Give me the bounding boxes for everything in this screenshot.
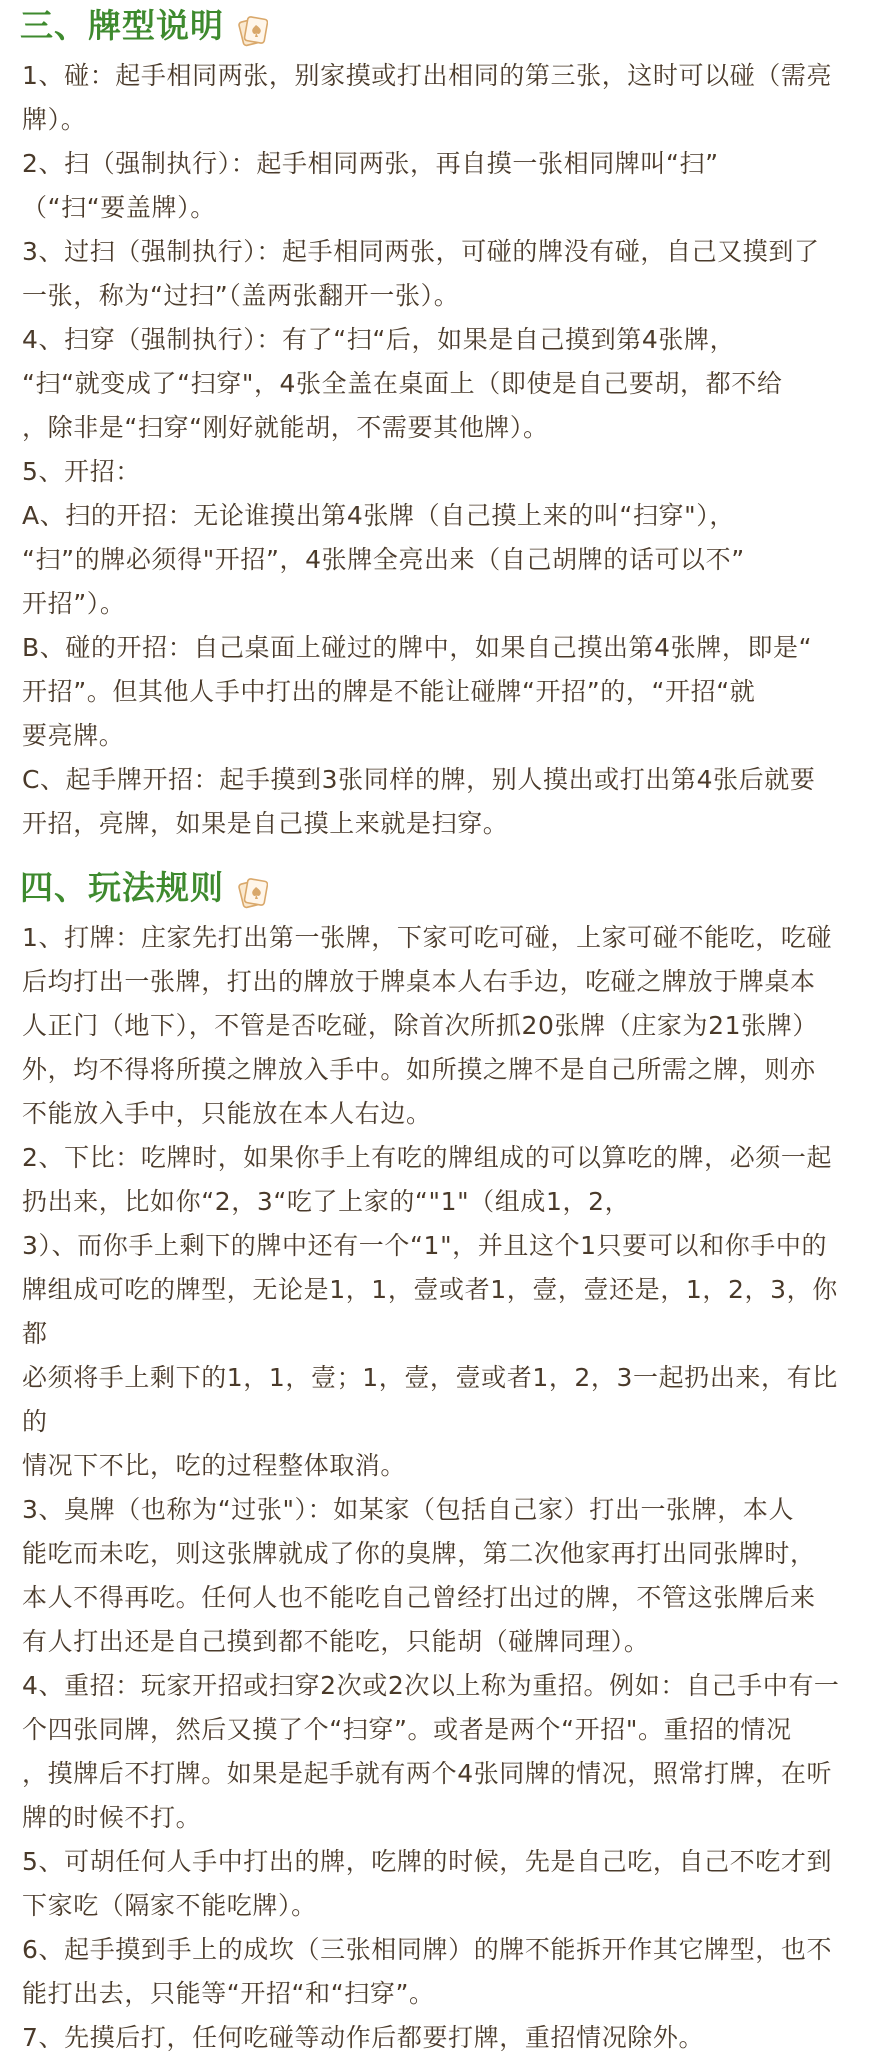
text-line: 情况下不比，吃的过程整体取消。 bbox=[22, 1451, 407, 1480]
text-line: “扫”的牌必须得"开招”，4张牌全亮出来（自己胡牌的话可以不” bbox=[22, 545, 745, 574]
text-line: （“扫“要盖牌）。 bbox=[22, 193, 216, 222]
section-title-text: 三、牌型说明 bbox=[20, 6, 224, 45]
playing-card-icon bbox=[238, 874, 268, 906]
text-line: 3、臭牌（也称为“过张"）：如某家（包括自己家）打出一张牌，本人 bbox=[22, 1495, 795, 1524]
section-card-types bbox=[22, 2, 854, 846]
playing-card-icon bbox=[238, 12, 268, 44]
text-line: 开招，亮牌，如果是自己摸上来就是扫穿。 bbox=[22, 809, 509, 838]
text-line: 牌的时候不打。 bbox=[22, 1803, 202, 1832]
text-line: 必须将手上剩下的1，1，壹；1，壹，壹或者1，2，3一起扔出来，有比的 bbox=[22, 1363, 838, 1436]
text-line: 6、起手摸到手上的成坎（三张相同牌）的牌不能拆开作其它牌型，也不 bbox=[22, 1935, 833, 1964]
text-line: C、起手牌开招：起手摸到3张同样的牌，别人摸出或打出第4张后就要 bbox=[22, 765, 816, 794]
text-line: 下家吃（隔家不能吃牌）。 bbox=[22, 1891, 317, 1920]
text-line: 3）、而你手上剩下的牌中还有一个“1"，并且这个1只要可以和你手中的 bbox=[22, 1231, 828, 1260]
text-line: 本人不得再吃。任何人也不能吃自己曾经打出过的牌，不管这张牌后来 bbox=[22, 1583, 816, 1612]
text-line: B、碰的开招：自己桌面上碰过的牌中，如果自己摸出第4张牌，即是“ bbox=[22, 633, 813, 662]
text-line: 个四张同牌，然后又摸了个“扫穿”。或者是两个“开招"。重招的情况 bbox=[22, 1715, 792, 1744]
text-line: 4、扫穿（强制执行）：有了“扫“后，如果是自己摸到第4张牌， bbox=[22, 325, 736, 354]
text-line: 能吃而未吃，则这张牌就成了你的臭牌，第二次他家再打出同张牌时， bbox=[22, 1539, 816, 1568]
text-line: 能打出去，只能等“开招“和“扫穿”。 bbox=[22, 1979, 435, 2008]
section-title bbox=[20, 2, 854, 50]
text-line: 4、重招：玩家开招或扫穿2次或2次以上称为重招。例如：自己手中有一 bbox=[22, 1671, 840, 1700]
text-line: 外，均不得将所摸之牌放入手中。如所摸之牌不是自己所需之牌，则亦 bbox=[22, 1055, 816, 1084]
text-line: 不能放入手中，只能放在本人右边。 bbox=[22, 1099, 432, 1128]
section-title-text: 四、玩法规则 bbox=[20, 868, 224, 907]
text-line: 要亮牌。 bbox=[22, 721, 125, 750]
text-line: A、扫的开招：无论谁摸出第4张牌（自己摸上来的叫“扫穿"）， bbox=[22, 501, 735, 530]
text-line: 牌组成可吃的牌型，无论是1，1，壹或者1，壹，壹还是，1，2，3，你都 bbox=[22, 1275, 838, 1348]
text-line: 5、可胡任何人手中打出的牌，吃牌的时候，先是自己吃，自己不吃才到 bbox=[22, 1847, 833, 1876]
section-title bbox=[20, 864, 854, 912]
text-line: ，除非是“扫穿“刚好就能胡，不需要其他牌）。 bbox=[22, 413, 549, 442]
text-line: 开招”）。 bbox=[22, 589, 126, 618]
section-body bbox=[22, 916, 854, 2060]
text-line: 1、打牌：庄家先打出第一张牌，下家可吃可碰，上家可碰不能吃，吃碰 bbox=[22, 923, 833, 952]
text-line: 3、过扫（强制执行）：起手相同两张，可碰的牌没有碰，自己又摸到了 bbox=[22, 237, 820, 266]
text-line: 2、下比：吃牌时，如果你手上有吃的牌组成的可以算吃的牌，必须一起 bbox=[22, 1143, 833, 1172]
text-line: 5、开招： bbox=[22, 457, 141, 486]
text-line: 7、先摸后打，任何吃碰等动作后都要打牌，重招情况除外。 bbox=[22, 2023, 705, 2052]
text-line: 牌）。 bbox=[22, 105, 87, 134]
text-line: 1、碰：起手相同两张，别家摸或打出相同的第三张，这时可以碰（需亮 bbox=[22, 61, 833, 90]
section-gameplay-rules bbox=[22, 864, 854, 2060]
text-line: 扔出来，比如你“2，3“吃了上家的“"1"（组成1，2， bbox=[22, 1187, 631, 1216]
text-line: 后均打出一张牌，打出的牌放于牌桌本人右手边，吃碰之牌放于牌桌本 bbox=[22, 967, 816, 996]
text-line: 开招”。但其他人手中打出的牌是不能让碰牌“开招”的，“开招“就 bbox=[22, 677, 756, 706]
text-line: 有人打出还是自己摸到都不能吃，只能胡（碰牌同理）。 bbox=[22, 1627, 650, 1656]
text-line: ，摸牌后不打牌。如果是起手就有两个4张同牌的情况，照常打牌，在听 bbox=[22, 1759, 833, 1788]
text-line: 2、扫（强制执行）：起手相同两张，再自摸一张相同牌叫“扫” bbox=[22, 149, 719, 178]
text-line: “扫“就变成了“扫穿"，4张全盖在桌面上（即使是自己要胡，都不给 bbox=[22, 369, 783, 398]
text-line: 人正门（地下），不管是否吃碰，除首次所抓20张牌（庄家为21张牌） bbox=[22, 1011, 818, 1040]
section-body bbox=[22, 54, 854, 846]
text-line: 一张，称为“过扫”（盖两张翻开一张）。 bbox=[22, 281, 460, 310]
